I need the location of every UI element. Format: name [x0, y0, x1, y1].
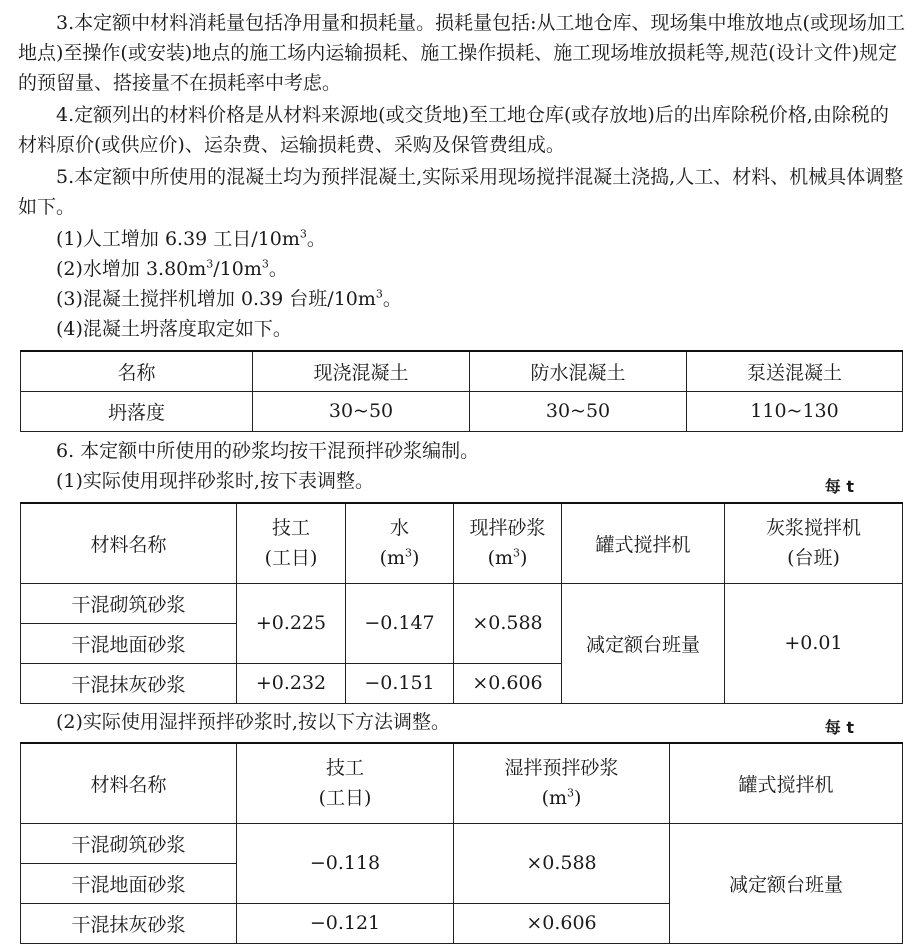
header-mortar-mixer-text: 灰浆搅拌机 — [765, 517, 861, 540]
unit-label: 每 t — [824, 718, 854, 737]
header-wet-mortar-unit-end: ) — [574, 787, 582, 810]
water-value-12: −0.147 — [346, 583, 454, 663]
paragraph-6-2 — [18, 707, 906, 737]
header-wet-mortar-unit — [454, 783, 669, 813]
row-label-masonry: 干混砌筑砂浆 — [21, 823, 237, 863]
tank-mixer-value: 减定额台班量 — [670, 823, 903, 943]
paragraph-3-text: 3.本定额中材料消耗量包括净用量和损耗量。损耗量包括:从工地仓库、现场集中堆放地点(或现场加工地点)至操作(或安装)地点的施工场内运输损耗、施工操作损耗、施工现场堆放损耗等,规范(设计文件)规定的预留量、搭接量不在损耗率中考虑。 — [18, 12, 905, 94]
slump-row-label: 坍落度 — [21, 391, 253, 431]
item-2-end: 。 — [268, 258, 288, 280]
header-labor-text: 技工 — [325, 757, 364, 780]
superscript: 3 — [299, 227, 307, 241]
paragraph-6-1-text: (1)实际使用现拌砂浆时,按下表调整。 — [56, 470, 374, 492]
header-site-mortar-unit-text: (m — [487, 547, 513, 570]
slump-table — [20, 350, 903, 432]
paragraph-6-text: 6. 本定额中所使用的砂浆均按干混预拌砂浆编制。 — [56, 440, 480, 462]
item-2 — [18, 254, 906, 284]
superscript: 3 — [375, 287, 383, 301]
paragraph-6 — [18, 436, 906, 466]
table-row — [21, 823, 903, 863]
superscript: 3 — [513, 546, 520, 560]
row-label-plaster: 干混抹灰砂浆 — [21, 663, 237, 703]
unit-label: 每 t — [824, 477, 854, 496]
item-3 — [18, 284, 906, 314]
slump-header-waterproof: 防水混凝土 — [470, 351, 687, 391]
header-material: 材料名称 — [21, 743, 237, 823]
slump-header-cast: 现浇混凝土 — [253, 351, 470, 391]
mortar-value-12: ×0.588 — [454, 583, 562, 663]
table-row — [21, 583, 903, 623]
site-mortar-table — [20, 502, 903, 704]
slump-header-name: 名称 — [21, 351, 253, 391]
paragraph-5-text: 5.本定额中所使用的混凝土均为预拌混凝土,实际采用现场搅拌混凝土浇捣,人工、材料、机械具体调整如下。 — [18, 166, 904, 218]
header-labor — [237, 503, 346, 583]
mortar-value-3: ×0.606 — [454, 903, 670, 943]
row-label-plaster: 干混抹灰砂浆 — [21, 903, 237, 943]
tank-mixer-value: 减定额台班量 — [562, 583, 725, 703]
header-site-mortar — [454, 503, 562, 583]
item-3-end: 。 — [382, 288, 402, 310]
header-wet-mortar-unit-text: (m — [541, 787, 567, 810]
header-water — [346, 503, 454, 583]
item-1 — [18, 224, 906, 254]
header-labor-unit: (工日) — [264, 547, 318, 570]
paragraph-3 — [18, 8, 906, 98]
header-site-mortar-unit-end: ) — [520, 547, 528, 570]
slump-header-pumped: 泵送混凝土 — [687, 351, 903, 391]
wet-mortar-table — [20, 742, 903, 944]
header-water-unit-text: (m — [379, 547, 405, 570]
labor-value-3: −0.121 — [237, 903, 454, 943]
header-mortar-mixer-unit: (台班) — [787, 547, 840, 570]
slump-value-pumped: 110~130 — [687, 391, 903, 431]
item-3-text: (3)混凝土搅拌机增加 0.39 台班/10m — [56, 288, 376, 310]
item-1-text: (1)人工增加 6.39 工日/10m — [56, 228, 300, 250]
header-site-mortar-text: 现拌砂浆 — [469, 517, 546, 540]
labor-value-12: −0.118 — [237, 823, 454, 903]
header-material: 材料名称 — [21, 503, 237, 583]
header-labor — [237, 743, 454, 823]
wet-mortar-header-row — [21, 743, 903, 823]
row-label-masonry: 干混砌筑砂浆 — [21, 583, 237, 623]
header-water-text: 水 — [389, 517, 409, 540]
row-label-floor: 干混地面砂浆 — [21, 863, 237, 903]
header-labor-text: 技工 — [271, 517, 310, 540]
header-tank-mixer: 罐式搅拌机 — [670, 743, 903, 823]
item-2-text-b: /10m — [213, 258, 262, 280]
paragraph-4-text: 4.定额列出的材料价格是从材料来源地(或交货地)至工地仓库(或存放地)后的出库除税价格,由除税的材料原价(或供应价)、运杂费、运输损耗费、采购及保管费组成。 — [18, 104, 889, 156]
header-water-unit-end: ) — [412, 547, 420, 570]
item-2-text: (2)水增加 3.80m — [56, 258, 207, 280]
superscript: 3 — [405, 546, 412, 560]
header-site-mortar-unit — [454, 543, 561, 573]
header-water-unit — [346, 543, 453, 573]
item-4-text: (4)混凝土坍落度取定如下。 — [56, 318, 292, 340]
labor-value-12: +0.225 — [237, 583, 346, 663]
item-1-end: 。 — [306, 228, 326, 250]
row-label-floor: 干混地面砂浆 — [21, 623, 237, 663]
header-wet-mortar — [454, 743, 670, 823]
superscript: 3 — [206, 257, 214, 271]
mortar-value-12: ×0.588 — [454, 823, 670, 903]
mortar-value-3: ×0.606 — [454, 663, 562, 703]
slump-header-row — [21, 351, 903, 391]
mortar-mixer-value: +0.01 — [725, 583, 903, 703]
superscript: 3 — [261, 257, 269, 271]
slump-row — [21, 391, 903, 431]
paragraph-6-2-text: (2)实际使用湿拌预拌砂浆时,按以下方法调整。 — [56, 711, 450, 733]
labor-value-3: +0.232 — [237, 663, 346, 703]
paragraph-4 — [18, 100, 906, 160]
header-wet-mortar-text: 湿拌预拌砂浆 — [504, 757, 619, 780]
slump-value-waterproof: 30~50 — [470, 391, 687, 431]
water-value-3: −0.151 — [346, 663, 454, 703]
superscript: 3 — [567, 786, 574, 800]
item-4 — [18, 314, 906, 344]
header-tank-mixer: 罐式搅拌机 — [562, 503, 725, 583]
header-labor-unit: (工日) — [318, 787, 372, 810]
header-mortar-mixer — [725, 503, 903, 583]
slump-value-cast: 30~50 — [253, 391, 470, 431]
paragraph-5 — [18, 162, 906, 222]
site-mortar-header-row — [21, 503, 903, 583]
paragraph-6-1 — [18, 466, 906, 496]
